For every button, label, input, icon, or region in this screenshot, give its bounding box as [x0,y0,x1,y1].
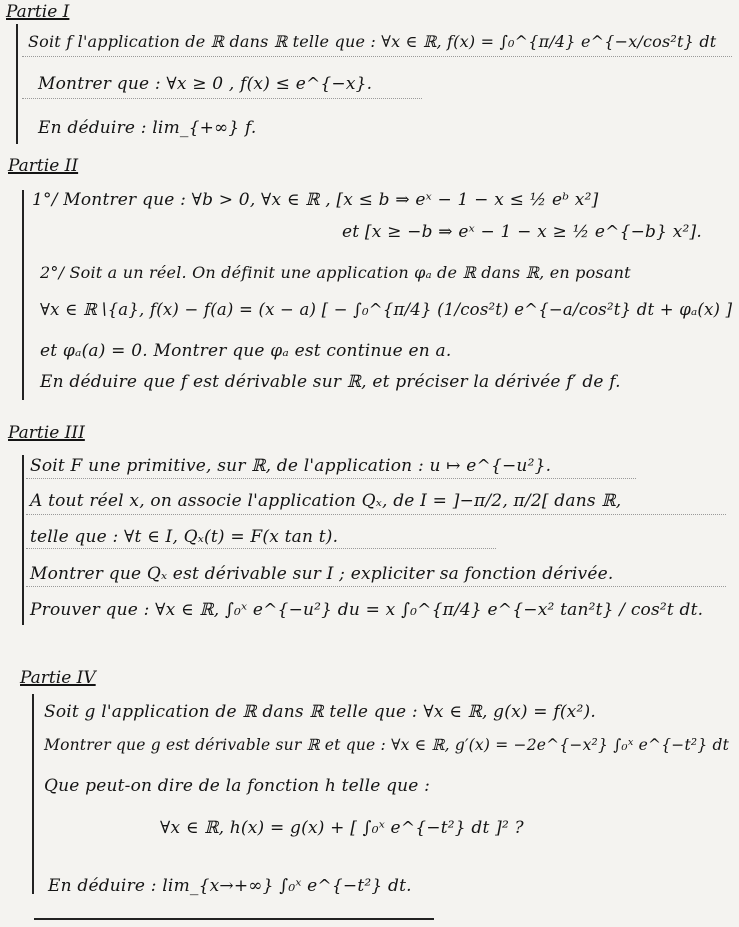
partie1-line-3: En déduire : lim_{+∞} f. [38,118,257,138]
partie2-line-5: et φₐ(a) = 0. Montrer que φₐ est continue en a. [40,341,452,361]
partie4-line-1: Soit g l'application de ℝ dans ℝ telle que : ∀x ∈ ℝ, g(x) = f(x²). [44,702,596,722]
partie2-margin-bar [22,190,24,400]
partie3-dotted-rule [26,548,496,549]
partie3-line-5: Prouver que : ∀x ∈ ℝ, ∫₀ˣ e^{−u²} du = x ∫₀^{π/4} e^{−x² tan²t} / cos²t dt. [30,600,704,620]
partie2-title: Partie II [8,156,79,176]
partie2-line-3: 2°/ Soit a un réel. On définit une application φₐ de ℝ dans ℝ, en posant [40,263,631,282]
partie4-line-3: Que peut-on dire de la fonction h telle que : [44,776,431,796]
partie3-line-2: A tout réel x, on associe l'application Qₓ, de I = ]−π/2, π/2[ dans ℝ, [30,491,622,511]
partie3-margin-bar [22,455,24,625]
partie4-margin-bar [32,694,34,894]
partie1-line-1: Soit f l'application de ℝ dans ℝ telle que : ∀x ∈ ℝ, f(x) = ∫₀^{π/4} e^{−x/cos²t} dt [28,32,717,51]
partie3-dotted-rule [26,478,636,479]
partie3-line-1: Soit F une primitive, sur ℝ, de l'application : u ↦ e^{−u²}. [30,456,552,476]
partie4-line-4: ∀x ∈ ℝ, h(x) = g(x) + [ ∫₀ˣ e^{−t²} dt ]² ? [160,818,524,838]
partie3-dotted-rule [26,586,726,587]
partie4-line-2: Montrer que g est dérivable sur ℝ et que : ∀x ∈ ℝ, g′(x) = −2e^{−x²} ∫₀ˣ e^{−t²} dt [44,736,730,754]
partie1-dotted-rule [22,56,732,57]
partie3-line-3: telle que : ∀t ∈ I, Qₓ(t) = F(x tan t). [30,527,339,547]
partie4-title: Partie IV [20,668,96,688]
partie3-dotted-rule [26,514,726,515]
partie2-line-6: En déduire que f est dérivable sur ℝ, et préciser la dérivée f′ de f. [40,372,621,392]
partie4-bottom-rule [34,918,434,920]
partie1-title: Partie I [6,2,70,22]
partie2-line-4: ∀x ∈ ℝ∖{a}, f(x) − f(a) = (x − a) [ − ∫₀^{π/4} (1/cos²t) e^{−a/cos²t} dt + φₐ(x) ] [40,300,733,319]
partie3-line-4: Montrer que Qₓ est dérivable sur I ; expliciter sa fonction dérivée. [30,564,614,584]
partie4-line-5: En déduire : lim_{x→+∞} ∫₀ˣ e^{−t²} dt. [48,876,412,896]
partie2-line-1: 1°/ Montrer que : ∀b > 0, ∀x ∈ ℝ , [x ≤ b ⇒ eˣ − 1 − x ≤ ½ eᵇ x²] [32,190,599,210]
partie3-title: Partie III [8,423,85,443]
partie1-line-2: Montrer que : ∀x ≥ 0 , f(x) ≤ e^{−x}. [38,74,373,94]
partie1-dotted-rule [22,98,422,99]
partie2-line-2: et [x ≥ −b ⇒ eˣ − 1 − x ≥ ½ e^{−b} x²]. [342,222,702,242]
partie1-margin-bar [16,24,18,144]
